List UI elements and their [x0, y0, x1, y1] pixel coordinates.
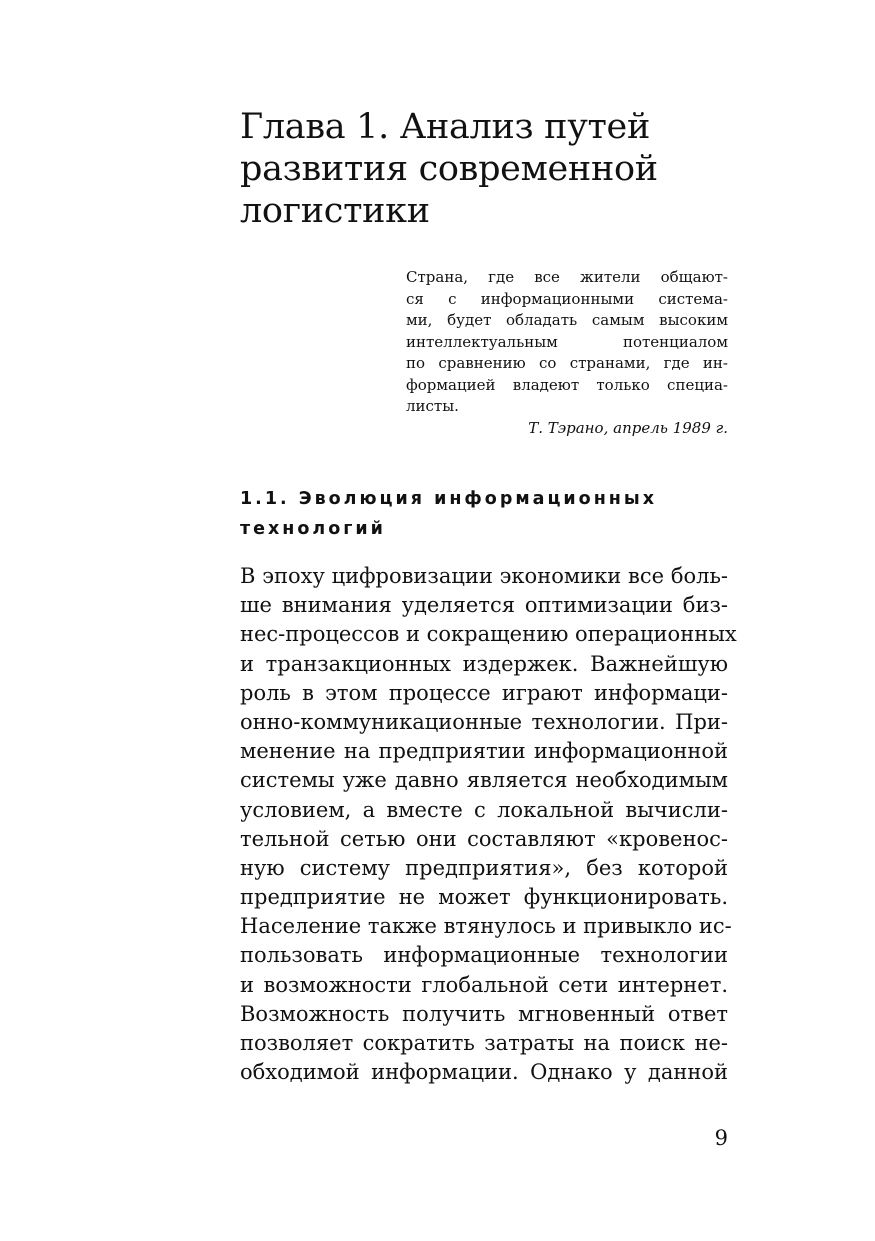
epigraph-line: формацией владеют только специа- — [406, 375, 728, 394]
body-line: Возможность получить мгновенный ответ — [240, 1001, 728, 1026]
body-line: нес-процессов и сокращению операционных — [240, 622, 737, 647]
body-line: и возможности глобальной сети интернет. — [240, 972, 728, 997]
body-line: системы уже давно является необходимым — [240, 768, 728, 793]
chapter-title — [240, 106, 710, 232]
epigraph — [406, 267, 728, 439]
body-line: тельной сетью они составляют «кровенос- — [240, 826, 728, 851]
epigraph-line: по сравнению со странами, где ин- — [406, 354, 728, 372]
body-paragraph — [240, 562, 737, 1087]
body-line: ше внимания уделяется оптимизации биз- — [240, 593, 728, 618]
chapter-title-line: развития современной — [240, 149, 658, 189]
chapter-title-line: Глава 1. Анализ путей — [240, 107, 650, 147]
body-line: ную систему предприятия», без которой — [240, 855, 728, 880]
body-line: позволяет сократить затраты на поиск не- — [240, 1031, 728, 1055]
chapter-title-line: логистики — [240, 191, 430, 231]
epigraph-line: ми, будет обладать самым высоким — [406, 311, 728, 329]
body-line: условием, а вместе с локальной вычисли- — [240, 797, 728, 822]
epigraph-author: Т. Тэрано, апрель 1989 г. — [528, 418, 728, 437]
epigraph-line: Страна, где все жители общают- — [406, 268, 728, 286]
body-line: обходимой информации. Однако у данной — [240, 1060, 728, 1085]
body-line: менение на предприятии информационной — [240, 739, 728, 764]
page-number: 9 — [714, 1126, 728, 1150]
body-line: Население также втянулось и привыкло ис- — [240, 914, 732, 939]
body-line: онно-коммуникационные технологии. При- — [240, 709, 728, 734]
section-title — [240, 484, 730, 544]
body-line: роль в этом процессе играют информаци- — [240, 680, 728, 705]
body-line: и транзакционных издержек. Важнейшую — [240, 651, 728, 676]
body-line: предприятие не может функционировать. — [240, 885, 728, 910]
epigraph-line: листы. — [406, 397, 459, 415]
section-title-line: 1.1. Эволюция информационных — [240, 489, 658, 509]
section-title-line: технологий — [240, 519, 386, 539]
body-line: В эпоху цифровизации экономики все боль- — [240, 564, 728, 588]
body-line: пользовать информационные технологии — [240, 943, 728, 968]
epigraph-line: интеллектуальным потенциалом — [406, 332, 728, 351]
epigraph-line: ся с информационными система- — [406, 289, 728, 308]
